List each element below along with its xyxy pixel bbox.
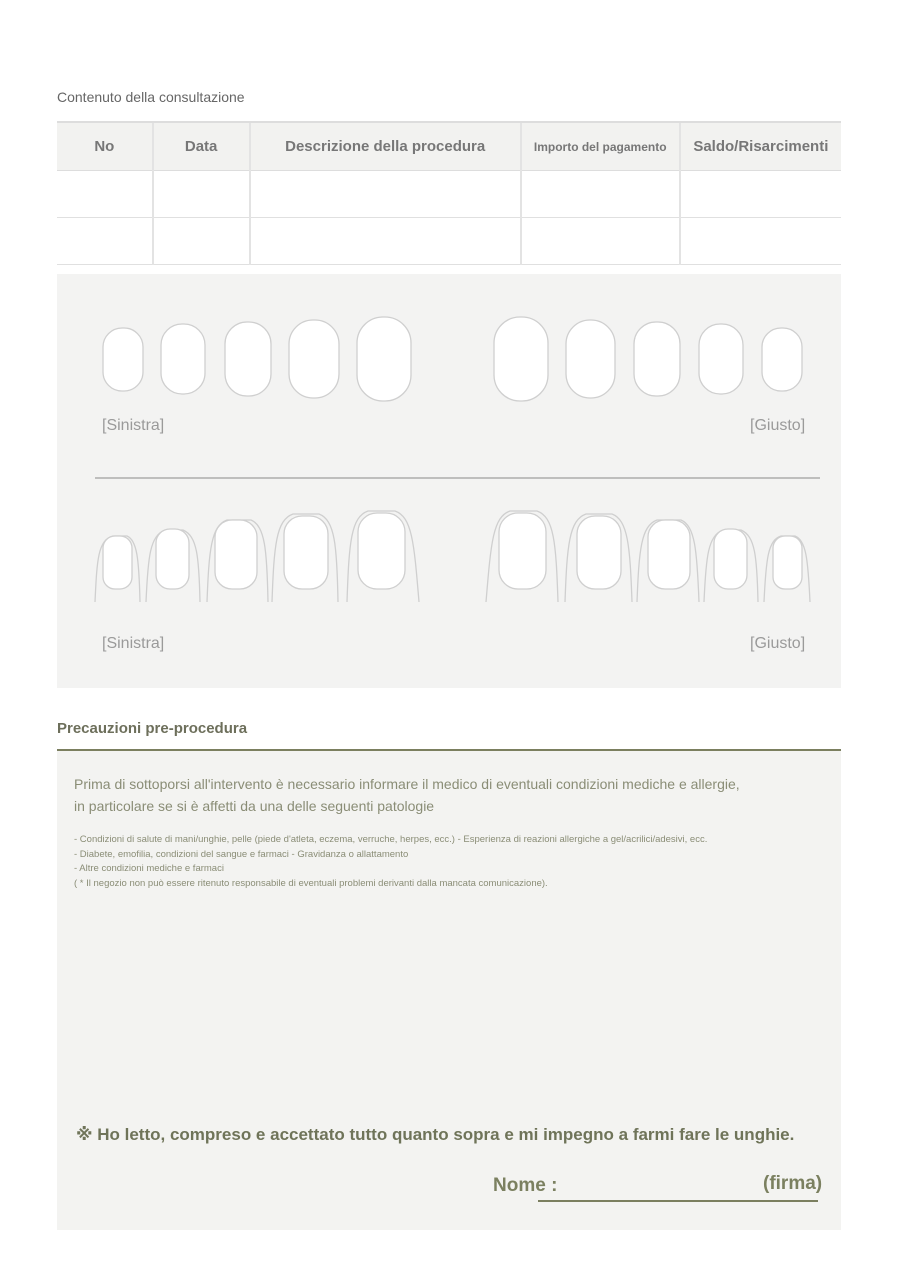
table-header-row (57, 122, 841, 171)
nail-shape[interactable] (648, 520, 690, 589)
finger-outlines (95, 511, 810, 602)
nail-shape[interactable] (773, 536, 802, 589)
table-cell[interactable] (57, 218, 153, 265)
precautions-intro (74, 773, 814, 817)
table-cell[interactable] (250, 218, 521, 265)
list-item: - Condizioni di salute di mani/unghie, pelle (piede d'atleta, eczema, verruche, herpes, ecc.) - Esperienza di reazioni allergiche a gel/acrilici/adesivi, ecc. (74, 834, 708, 845)
nail-shape[interactable] (289, 320, 339, 398)
nail-shape[interactable] (634, 322, 680, 396)
signature-field[interactable] (538, 1200, 818, 1202)
nail-shape[interactable] (699, 324, 743, 394)
agreement-statement: ※ Ho letto, compreso e accettato tutto quanto sopra e mi impegno a farmi fare le unghie. (76, 1125, 795, 1144)
bottom-left-label: [Sinistra] (102, 635, 165, 652)
precautions-panel (57, 749, 841, 1230)
table-cell[interactable] (521, 218, 680, 265)
precautions-list (74, 833, 707, 891)
nail-shape[interactable] (494, 317, 548, 401)
intro-line: in particolare se si è affetti da una delle seguenti patologie (74, 798, 435, 814)
consultation-table (57, 121, 841, 265)
nail-diagram (57, 274, 841, 688)
column-header-no: No (57, 122, 153, 171)
column-header-payment: Importo del pagamento (521, 122, 680, 171)
bottom-right-label: [Giusto] (750, 635, 806, 652)
top-left-label: [Sinistra] (102, 417, 165, 434)
nail-shape[interactable] (215, 520, 257, 589)
nail-diagram-panel (57, 274, 841, 688)
table-cell[interactable] (521, 171, 680, 218)
nail-shape[interactable] (358, 513, 405, 589)
nail-shape[interactable] (225, 322, 271, 396)
nail-shape[interactable] (156, 529, 189, 589)
table-row (57, 171, 841, 218)
list-item: - Diabete, emofilia, condizioni del sangue e farmaci - Gravidanza o allattamento (74, 848, 409, 860)
nail-shape[interactable] (284, 516, 328, 589)
list-item: - Altre condizioni mediche e farmaci (74, 863, 224, 874)
nail-shapes-top (103, 317, 802, 401)
nail-shape[interactable] (714, 529, 747, 589)
nail-shape[interactable] (499, 513, 546, 589)
nail-shape[interactable] (103, 536, 132, 589)
column-header-balance: Saldo/Risarcimenti (680, 122, 841, 171)
table-cell[interactable] (680, 171, 841, 218)
table-cell[interactable] (153, 171, 250, 218)
table-cell[interactable] (250, 171, 521, 218)
precautions-title: Precauzioni pre-procedura (57, 720, 248, 737)
table-cell[interactable] (680, 218, 841, 265)
top-right-label: [Giusto] (750, 417, 806, 434)
intro-line: Prima di sottoporsi all'intervento è necessario informare il medico di eventuali condizioni mediche e allergie, (74, 776, 740, 792)
column-header-description: Descrizione della procedura (250, 122, 521, 171)
nail-shape[interactable] (161, 324, 205, 394)
column-header-date: Data (153, 122, 250, 171)
signature-label: (firma) (763, 1173, 823, 1194)
nail-shape[interactable] (566, 320, 615, 398)
table-cell[interactable] (153, 218, 250, 265)
nail-shape[interactable] (762, 328, 802, 391)
table-cell[interactable] (57, 171, 153, 218)
nail-shape[interactable] (577, 516, 621, 589)
list-item: ( * Il negozio non può essere ritenuto responsabile di eventuali problemi derivanti dalla mancata comunicazione). (74, 877, 548, 889)
nail-shape[interactable] (357, 317, 411, 401)
nail-shape[interactable] (103, 328, 143, 391)
consultation-title: Contenuto della consultazione (57, 89, 245, 105)
name-label: Nome : (493, 1175, 558, 1196)
table-row (57, 218, 841, 265)
